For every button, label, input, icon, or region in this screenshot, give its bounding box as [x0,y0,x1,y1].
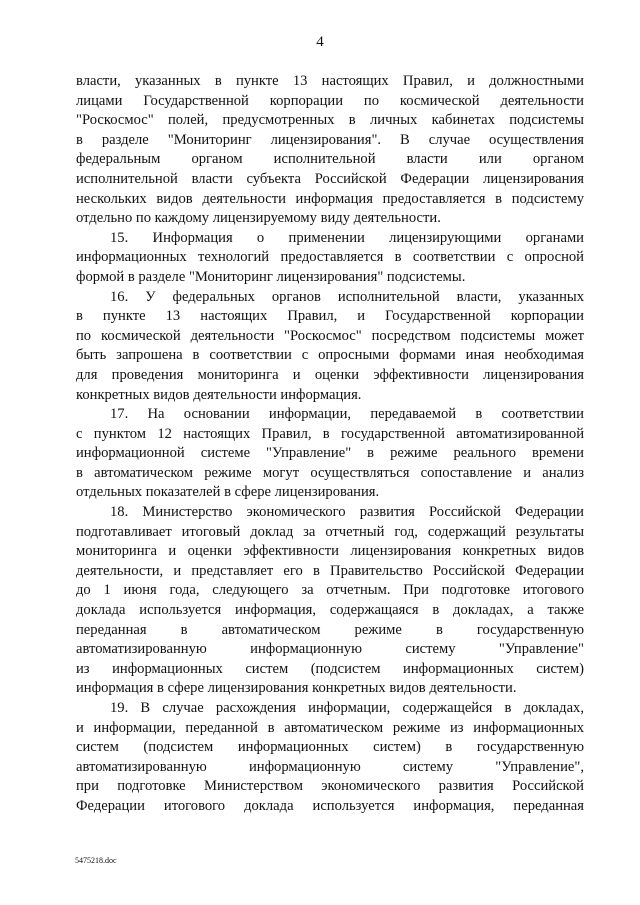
text-line: 17. На основании информации, передаваемой в соответствии [110,406,584,423]
text-line: информационной системе "Управление" в режиме реального времени [76,445,584,462]
text-line: 15. Информация о применении лицензирующими органами [110,229,584,246]
text-line: с пунктом 12 настоящих Правил, в государственной автоматизированной [76,425,584,442]
text-line: автоматизированную информационную систему "Управление", [76,758,584,775]
text-line: 16. У федеральных органов исполнительной власти, указанных [110,288,584,305]
text-line: власти, указанных в пункте 13 настоящих Правил, и должностными [76,73,584,89]
text-line: для проведения мониторинга и оценки эффективности лицензирования [76,366,584,383]
text-line: отдельных показателей в сфере лицензирования. [76,484,380,501]
text-line: подготавливает итоговый доклад за отчетный год, содержащий результаты [76,523,584,540]
text-line: федеральным органом исполнительной власти или органом [76,151,584,168]
text-line: в пункте 13 настоящих Правил, и Государственной корпорации [76,308,584,325]
text-line: систем (подсистем информационных систем) в государственную [76,739,584,756]
text-line: формой в разделе "Мониторинг лицензирования" подсистемы. [76,268,466,285]
text-line: переданная в автоматическом режиме в государственную [76,621,584,638]
text-line: в автоматическом режиме могут осуществляться сопоставление и анализ [76,464,584,481]
text-line: исполнительной власти субъекта Российской Федерации лицензирования [76,170,584,187]
text-line: и информации, переданной в автоматическом режиме из информационных [76,719,584,736]
text-line: при подготовке Министерством экономического развития Российской [76,778,584,795]
text-line: отдельно по каждому лицензируемому виду деятельности. [76,210,441,227]
document-file-name: 5475218.doc [75,856,117,865]
text-line: "Роскосмос" полей, предусмотренных в личных кабинетах подсистемы [76,112,584,129]
text-line: мониторинга и оценки эффективности лицензирования конкретных видов [76,543,584,560]
text-line: из информационных систем (подсистем информационных систем) [76,660,584,677]
text-line: информация в сфере лицензирования конкретных видов деятельности. [76,680,517,697]
text-line: в разделе "Мониторинг лицензирования". В случае осуществления [76,131,584,148]
text-line: 19. В случае расхождения информации, содержащейся в докладах, [110,700,584,716]
page-number: 4 [316,34,324,50]
text-line: лицами Государственной корпорации по космической деятельности [76,92,584,109]
text-line: нескольких видов деятельности информация предоставляется в подсистему [76,190,584,207]
text-line: до 1 июня года, следующего за отчетным. При подготовке итогового [76,582,584,599]
text-line: Федерации итогового доклада используется информация, переданная [76,797,584,814]
text-line: автоматизированную информационную систему "Управление" [76,641,584,658]
text-line: конкретных видов деятельности информация. [76,386,362,403]
text-line: быть запрошена в соответствии с опросными формами иная необходимая [76,347,584,364]
text-line: информационных технологий предоставляется в соответствии с опросной [76,249,584,266]
document-body [76,72,584,817]
text-line: деятельности, и представляет его в Правительство Российской Федерации [76,562,584,579]
text-line: доклада используется информация, содержащаяся в докладах, а также [76,602,584,619]
text-line: 18. Министерство экономического развития Российской Федерации [110,504,584,521]
text-line: по космической деятельности "Роскосмос" посредством подсистемы может [76,327,584,344]
